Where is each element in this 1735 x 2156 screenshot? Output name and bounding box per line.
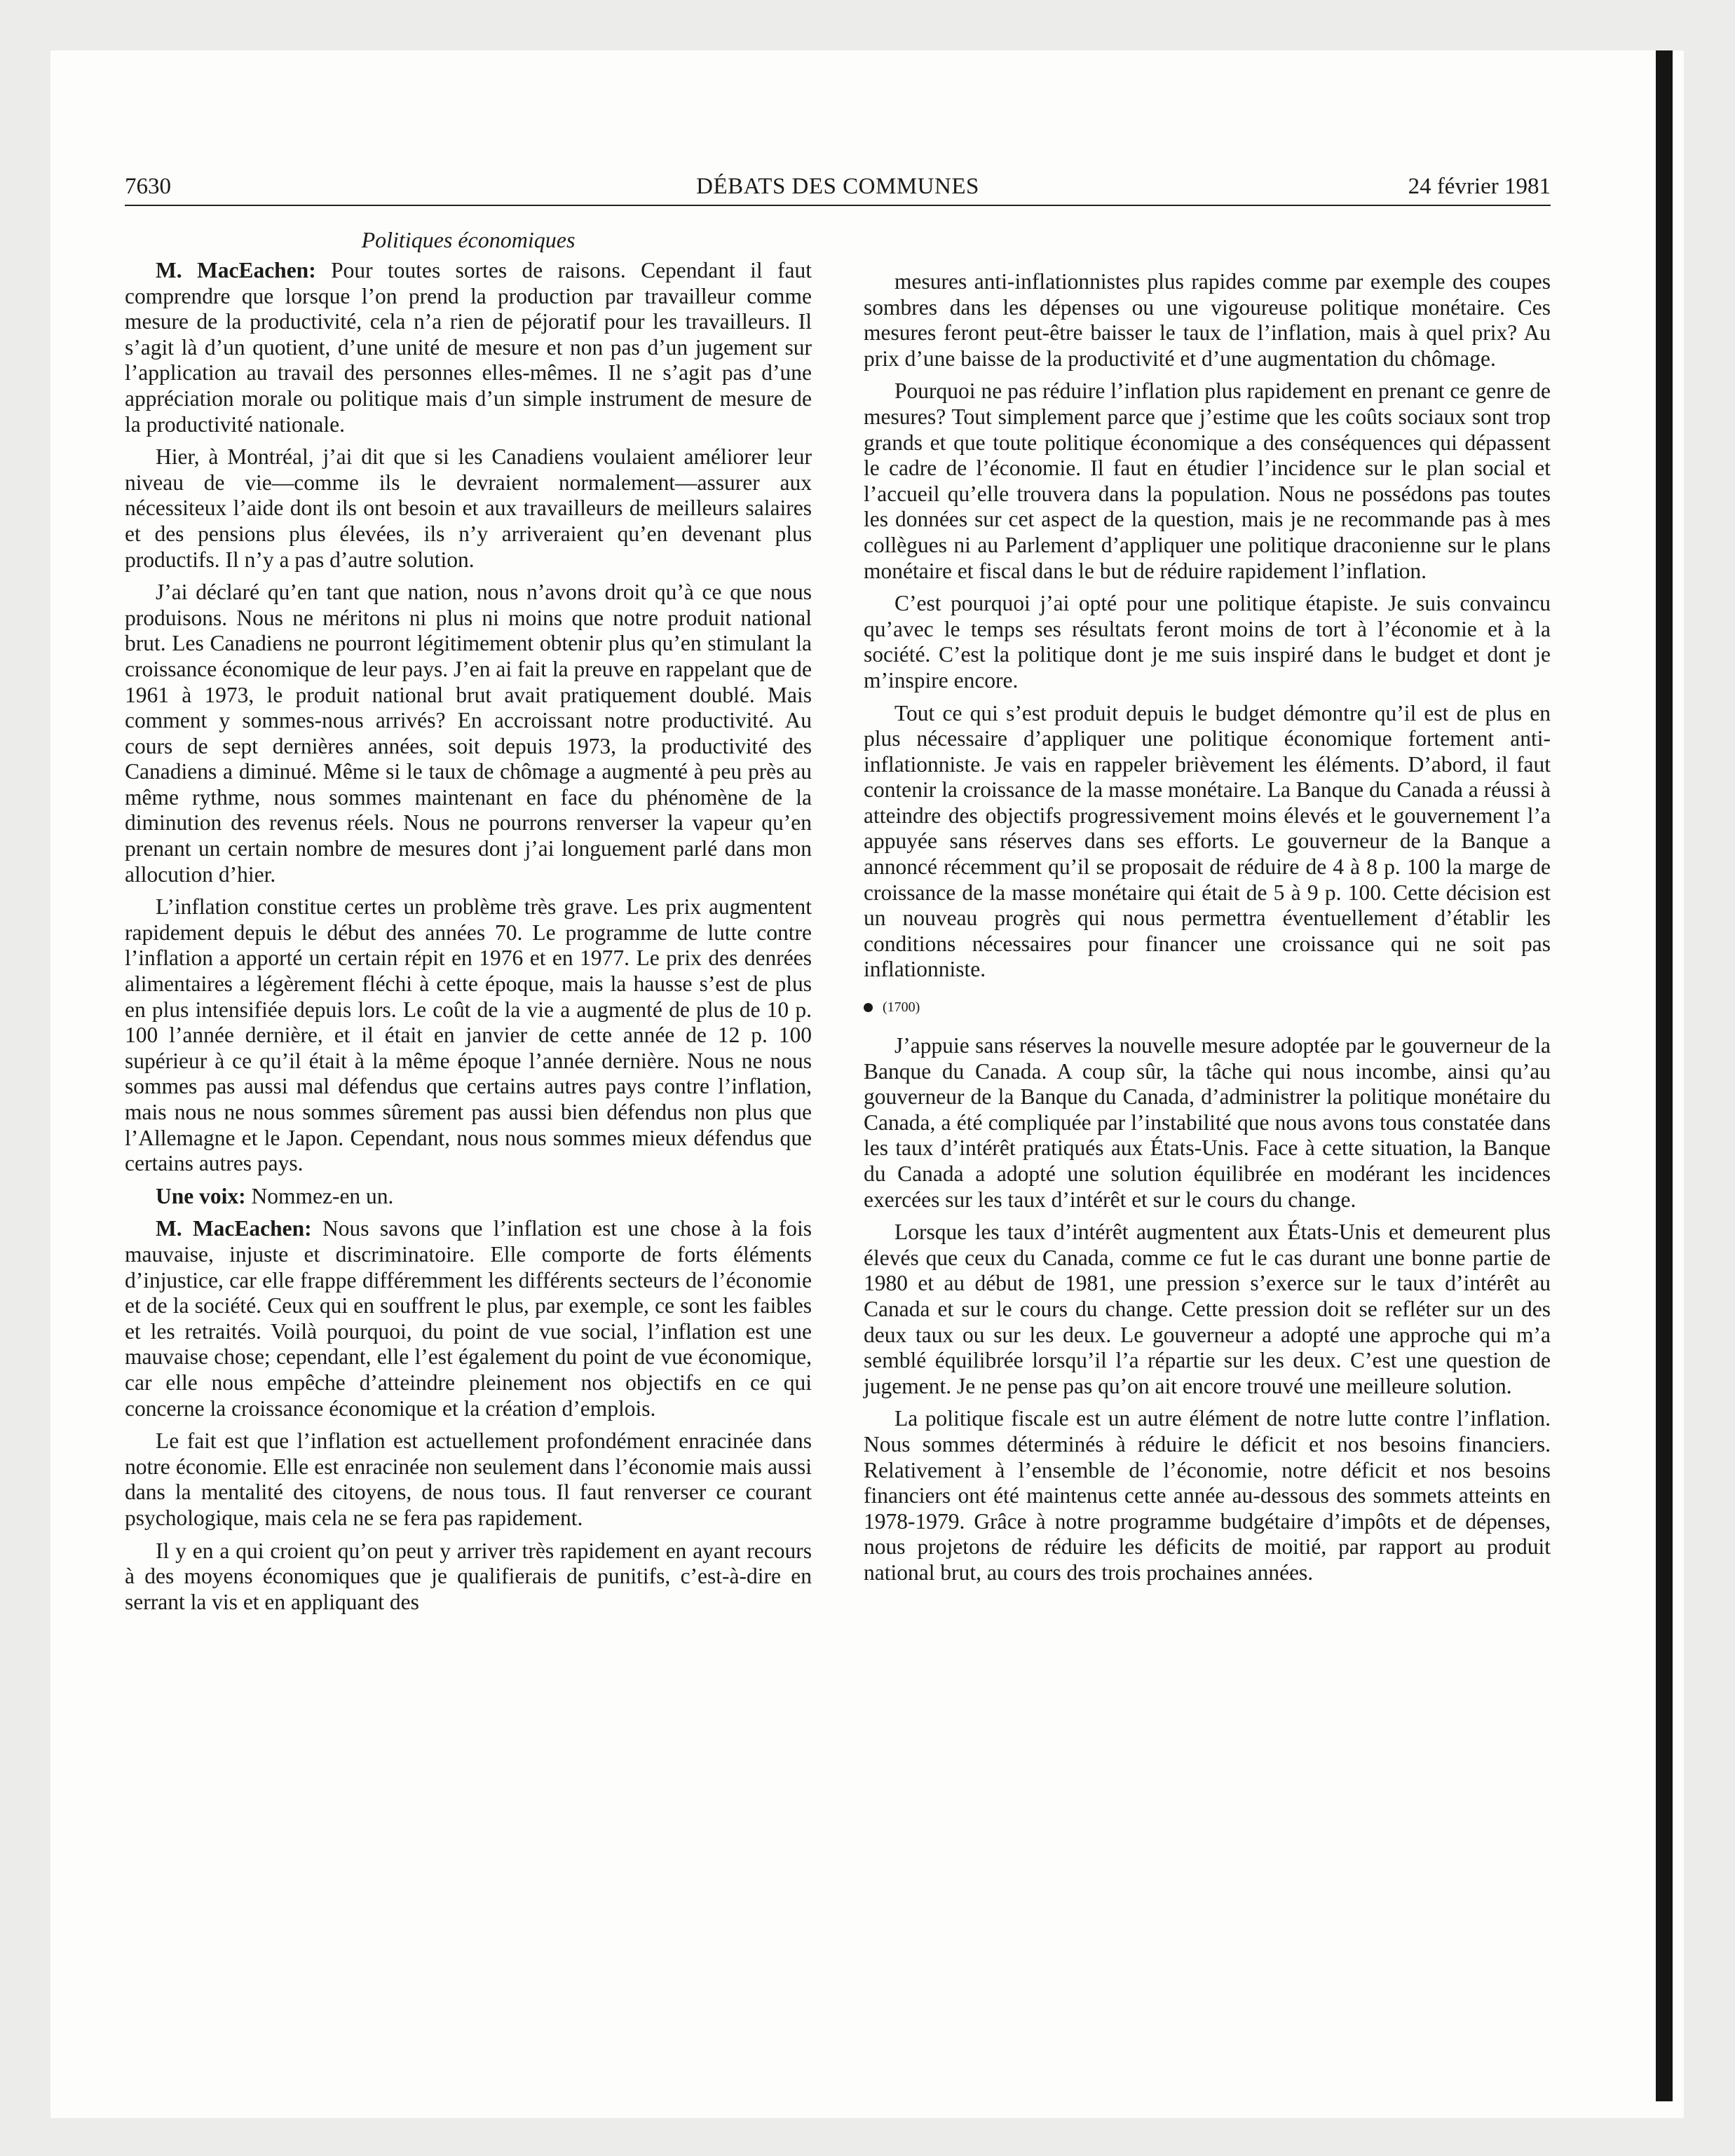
paragraph xyxy=(125,894,812,1177)
scan-edge-bar xyxy=(1656,50,1673,2101)
right-column xyxy=(864,269,1551,1593)
paragraph-text: Nommez-en un. xyxy=(251,1183,394,1208)
paragraph-text: Nous savons que l’inflation est une chose à la fois mauvaise, injuste et discriminatoire. Elle comporte de forts éléments d’injustice, car elle frappe différemment les différents secteurs de l’économie et de la société. Ceux qui en souffrent le plus, par exemple, ce sont les faibles et les retraités. Voilà pourquoi, du point de vue social, l’inflation est une mauvaise chose; cependant, elle l’est également du point de vue économique, car elle nous empêche d’atteindre pleinement nos objectifs en ce qui concerne la croissance économique et la création d’emplois. xyxy=(125,1216,812,1421)
page-date: 24 février 1981 xyxy=(1408,174,1551,199)
paragraph-text: Tout ce qui s’est produit depuis le budget démontre qu’il est de plus en plus nécessaire d’appliquer une politique économique fortement anti-inflationniste. Je vais en rappeler brièvement les éléments. D’abord, il faut contenir la croissance de la masse monétaire. La Banque du Canada a réussi à atteindre des objectifs progressivement moins élevés et le gouvernement l’a appuyée sans réserves dans ses efforts. Le gouverneur de la Banque a annoncé récemment qu’il se proposait de réduire de 4 à 8 p. 100 la marge de croissance de la masse monétaire qui était de 5 à 9 p. 100. Cette décision est un nouveau progrès qui nous permettra éventuellement d’établir les conditions nécessaires pour financer une croissance qui ne soit pas inflationniste. xyxy=(864,700,1551,982)
right-paragraphs-before-marker xyxy=(864,269,1551,983)
page-header xyxy=(125,172,1551,206)
speaker-name: M. MacEachen: xyxy=(156,258,316,282)
page-number: 7630 xyxy=(125,174,171,199)
paragraph xyxy=(864,701,1551,983)
speaker-name: M. MacEachen: xyxy=(156,1216,312,1241)
bullet-icon xyxy=(864,1003,873,1012)
paragraph xyxy=(864,591,1551,693)
paragraph xyxy=(864,1220,1551,1399)
paragraph-text: C’est pourquoi j’ai opté pour une politique étapiste. Je suis convaincu qu’avec le temps ses résultats feront moins de tort à l’économie et à la société. C’est la politique dont je me suis inspiré dans le budget et dont je m’inspire encore. xyxy=(864,591,1551,692)
time-marker xyxy=(864,997,1551,1018)
paragraph-text: mesures anti-inflationnistes plus rapides comme par exemple des coupes sombres dans les dépenses ou une vigoureuse politique monétaire. Ces mesures feront peut-être baisser le taux de l’inflation, mais à quel prix? Au prix d’une baisse de la productivité et d’une augmentation du chômage. xyxy=(864,269,1551,371)
paragraph-text: Pourquoi ne pas réduire l’inflation plus rapidement en prenant ce genre de mesures? Tout simplement parce que j’estime que les coûts sociaux sont trop grands et que toute politique économique a des conséquences qui dépassent le cadre de l’économie. Il faut en étudier l’incidence sur le plan social et l’accueil qu’elle trouvera dans la population. Nous ne possédons pas toutes les données sur cet aspect de la question, mais je ne recommande pas à mes collègues ni au Parlement d’appliquer une politique draconienne sur le plans monétaire et fiscal dans le but de réduire rapidement l’inflation. xyxy=(864,378,1551,583)
running-title: DÉBATS DES COMMUNES xyxy=(696,174,979,199)
speaker-name: Une voix: xyxy=(156,1183,246,1208)
paragraph xyxy=(125,1184,812,1210)
paragraph xyxy=(125,444,812,573)
time-marker-label: (1700) xyxy=(883,999,920,1016)
paragraph xyxy=(864,1033,1551,1213)
paragraph xyxy=(125,1538,812,1616)
paragraph xyxy=(125,580,812,887)
paragraph-text: Hier, à Montréal, j’ai dit que si les Canadiens voulaient améliorer leur niveau de vie—comme ils le devraient normalement—assurer aux nécessiteux l’aide dont ils ont besoin et aux travailleurs de meilleurs salaires et des pensions plus élevées, ils n’y arriveraient qu’en devenant plus productifs. Il n’y a pas d’autre solution. xyxy=(125,444,812,572)
paragraph-text: Le fait est que l’inflation est actuellement profondément enracinée dans notre économie. Elle est enracinée non seulement dans l’économie mais aussi dans la mentalité des citoyens, de nous tous. Il faut renverser ce courant psychologique, mais cela ne se fera pas rapidement. xyxy=(125,1428,812,1530)
paragraph-text: J’ai déclaré qu’en tant que nation, nous n’avons droit qu’à ce que nous produisons. Nous ne méritons ni plus ni moins que notre produit national brut. Les Canadiens ne pourront légitimement obtenir plus qu’en stimulant la croissance économique de leur pays. J’en ai fait la preuve en rappelant que de 1961 à 1973, le produit national brut avait pratiquement doublé. Mais comment y sommes-nous arrivés? En accroissant notre productivité. Au cours de sept dernières années, soit depuis 1973, la productivité des Canadiens a diminué. Même si le taux de chômage a augmenté à peu près au même rythme, nous sommes maintenant en face du phénomène de la diminution des revenus réels. Nous ne pourrons renverser la vapeur qu’en prenant un certain nombre de mesures dont j’ai longuement parlé dans mon allocution d’hier. xyxy=(125,580,812,887)
paragraph-text: Pour toutes sortes de raisons. Cependant il faut comprendre que lorsque l’on prend la production par travailleur comme mesure de la productivité, cela n’a rien de péjoratif pour les travailleurs. Il s’agit là d’un quotient, d’une unité de mesure et non pas d’un jugement sur l’application au travail des personnes elles-mêmes. Il ne s’agit pas d’une appréciation morale ou politique mais d’un simple instrument de mesure de la productivité nationale. xyxy=(125,258,812,437)
paragraph-text: J’appuie sans réserves la nouvelle mesure adoptée par le gouverneur de la Banque du Canada. A coup sûr, la tâche qui nous incombe, ainsi qu’au gouverneur de la Banque du Canada, d’administrer la politique monétaire du Canada, a été compliquée par l’instabilité que nous avons tous constatée dans les taux d’intérêt pratiqués aux États-Unis. Face à cette situation, la Banque du Canada a adopté une solution équilibrée en modérant les incidences exercées sur les taux d’intérêt et sur le cours du change. xyxy=(864,1033,1551,1212)
paragraph xyxy=(125,1216,812,1421)
paragraph-text: L’inflation constitue certes un problème très grave. Les prix augmentent rapidement depuis le début des années 70. Le programme de lutte contre l’inflation a apporté un certain répit en 1976 et en 1977. Le prix des denrées alimentaires a légèrement fléchi à cette époque, mais la hausse s’est de plus en plus intensifiée depuis lors. Le coût de la vie a augmenté de plus de 10 p. 100 l’année dernière, et il était en janvier de cette année de 12 p. 100 supérieur à ce qu’il était à la même époque l’année dernière. Nous ne nous sommes pas aussi mal défendus que certains autres pays contre l’inflation, mais nous ne nous sommes sûrement pas aussi bien défendus non plus que l’Allemagne et le Japon. Cependant, nous nous sommes mieux défendus que certains autres pays. xyxy=(125,894,812,1176)
paragraph xyxy=(125,1428,812,1531)
left-paragraphs xyxy=(125,258,812,1615)
paragraph-text: Il y en a qui croient qu’on peut y arriver très rapidement en ayant recours à des moyens économiques que je qualifierais de punitifs, c’est-à-dire en serrant la vis et en appliquant des xyxy=(125,1538,812,1614)
paragraph-text: La politique fiscale est un autre élément de notre lutte contre l’inflation. Nous sommes déterminés à réduire le déficit et nos besoins financiers. Relativement à l’ensemble de l’économie, notre déficit et nos besoins financiers ont été maintenus cette année au-dessous des sommets atteints en 1978-1979. Grâce à notre programme budgétaire d’impôts et de dépenses, nous projetons de réduire les déficits de moitié, par rapport au produit national brut, au cours des trois prochaines années. xyxy=(864,1406,1551,1585)
paragraph xyxy=(864,378,1551,584)
paragraph xyxy=(864,1406,1551,1585)
paragraph xyxy=(125,258,812,437)
paragraph-text: Lorsque les taux d’intérêt augmentent aux États-Unis et demeurent plus élevés que ceux du Canada, comme ce fut le cas durant une bonne partie de 1980 et au début de 1981, une pression s’exerce sur le taux d’intérêt au Canada et sur le cours du change. Cette pression doit se refléter sur un des deux taux ou sur les deux. Le gouverneur a adopté une approche qui m’a semblé équilibrée lorsqu’il l’a répartie sur les deux. C’est une question de jugement. Je ne pense pas qu’on ait encore trouvé une meilleure solution. xyxy=(864,1220,1551,1398)
section-heading: Politiques économiques xyxy=(361,227,576,252)
paragraph xyxy=(864,269,1551,371)
left-column xyxy=(125,226,812,1622)
right-paragraphs-after-marker xyxy=(864,1033,1551,1585)
